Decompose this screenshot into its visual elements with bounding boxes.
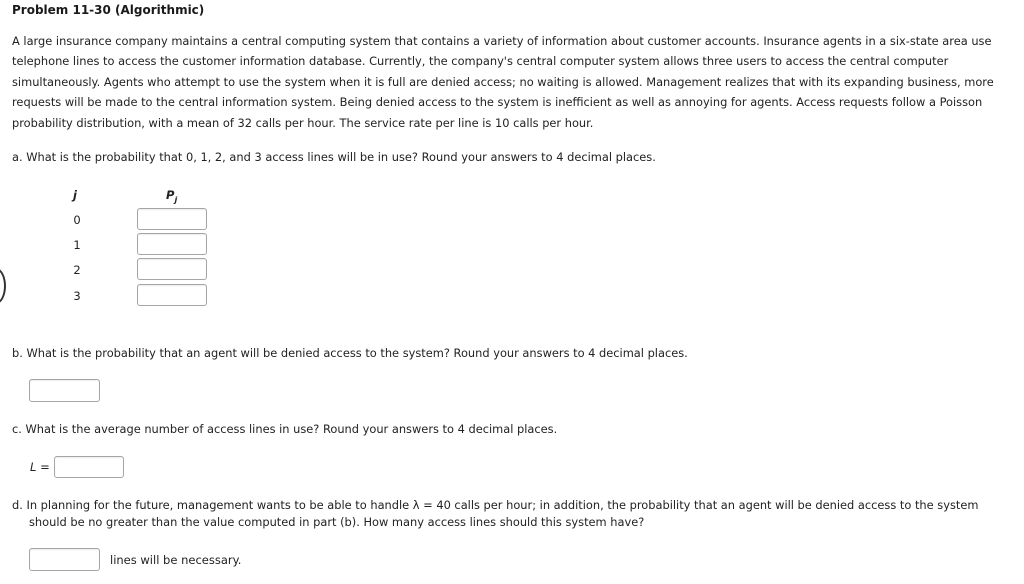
j-value-0: 0 — [73, 213, 81, 227]
l-label: L = — [30, 460, 50, 474]
p0-input[interactable] — [137, 208, 207, 230]
problem-intro: A large insurance company maintains a central computing system that contains a variety of information about customer accounts. Insurance agents in a six-state area use telephone lines to access the customer information database. Currently, the company's central computer system allows three users to access the central computer simultaneously. Agents who attempt to use the system when it is full are denied access; no waiting is allowed. Management realizes that with its expanding business, more requests will be made to the central information system. Being denied access to the system is inefficient as well as annoying for agents. Access requests follow a Poisson probability distribution, with a mean of 32 calls per hour. The service rate per line is 10 calls per hour. — [12, 34, 994, 130]
problem-title: Problem 11-30 (Algorithmic) — [12, 3, 205, 17]
question-c: c. What is the average number of access lines in use? Round your answers to 4 decimal places. — [12, 422, 558, 436]
left-edge-mark — [0, 268, 6, 304]
lines-necessary-label: lines will be necessary. — [110, 553, 242, 567]
p3-input[interactable] — [137, 284, 207, 306]
question-d — [12, 497, 1020, 531]
j-value-2: 2 — [73, 263, 81, 277]
access-lines-input[interactable] — [29, 548, 100, 571]
question-a: a. What is the probability that 0, 1, 2, and 3 access lines will be in use? Round your answers to 4 decimal places. — [12, 150, 656, 164]
p1-input[interactable] — [137, 233, 207, 255]
question-b: b. What is the probability that an agent will be denied access to the system? Round your answers to 4 decimal places. — [12, 346, 688, 360]
question-d-line1: d. In planning for the future, management wants to be able to handle λ = 40 calls per hour; in addition, the probability that an agent will be denied access to the system — [12, 498, 979, 512]
j-value-1: 1 — [73, 238, 81, 252]
denied-probability-input[interactable] — [29, 379, 100, 402]
p2-input[interactable] — [137, 258, 207, 280]
j-value-3: 3 — [73, 289, 81, 303]
question-d-line2: should be no greater than the value computed in part (b). How many access lines should this system have? — [29, 515, 645, 529]
average-lines-input[interactable] — [54, 456, 124, 478]
column-header-j: j — [73, 188, 77, 202]
column-header-pj: $P_j$ — [166, 188, 178, 205]
